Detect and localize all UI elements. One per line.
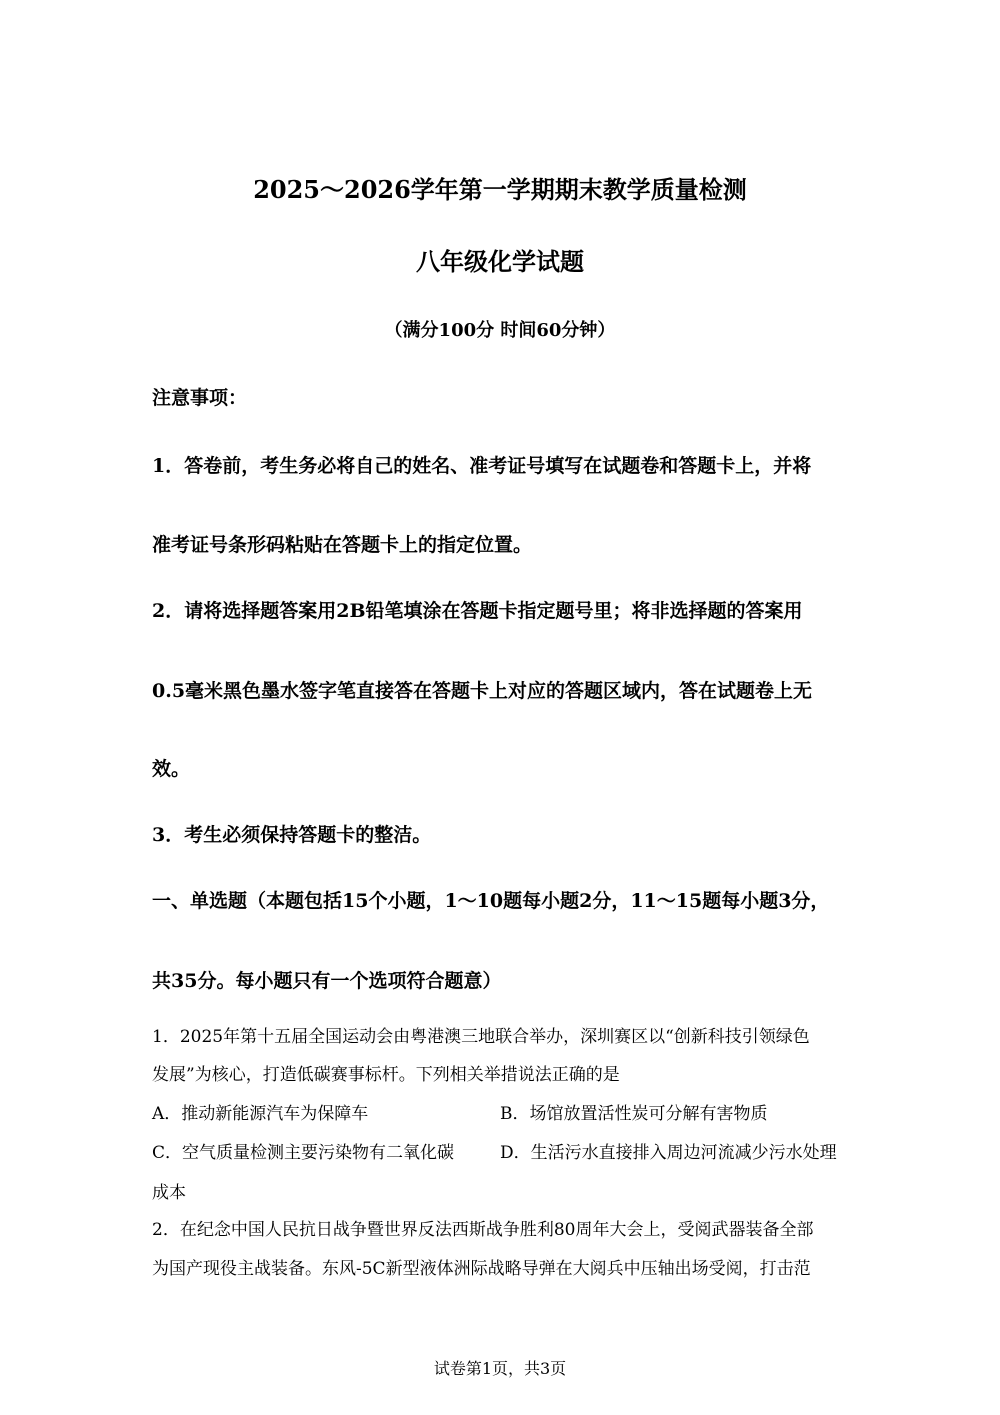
note-item-2-line-3: 效。 — [152, 758, 191, 780]
section-1-heading-line-1: 一、单选题（本题包括15个小题，1～10题每小题2分，11～15题每小题3分， — [152, 890, 830, 912]
question-1-option-b: B．场馆放置活性炭可分解有害物质 — [500, 1104, 768, 1124]
question-2-stem-line-2: 为国产现役主战装备。东风-5C新型液体洲际战略导弹在大阅兵中压轴出场受阅，打击范 — [152, 1259, 811, 1279]
note-item-3: 3．考生必须保持答题卡的整洁。 — [152, 824, 432, 846]
question-1-option-d: D．生活污水直接排入周边河流减少污水处理 — [500, 1143, 837, 1163]
question-1-option-d-continued: 成本 — [152, 1183, 186, 1203]
question-1-option-c: C．空气质量检测主要污染物有二氧化碳 — [152, 1143, 455, 1163]
question-1-option-a: A．推动新能源汽车为保障车 — [152, 1104, 369, 1124]
notes-heading: 注意事项： — [152, 387, 248, 409]
note-item-1-line-2: 准考证号条形码粘贴在答题卡上的指定位置。 — [152, 534, 533, 556]
note-item-2-line-1: 2．请将选择题答案用2B铅笔填涂在答题卡指定题号里；将非选择题的答案用 — [152, 600, 803, 622]
question-2-stem-line-1: 2．在纪念中国人民抗日战争暨世界反法西斯战争胜利80周年大会上，受阅武器装备全部 — [152, 1220, 814, 1240]
section-1-heading-line-2: 共35分。每小题只有一个选项符合题意） — [152, 970, 502, 992]
question-1-stem-line-1: 1．2025年第十五届全国运动会由粤港澳三地联合举办，深圳赛区以“创新科技引领绿色 — [152, 1027, 810, 1047]
exam-score-time: （满分100分 时间60分钟） — [384, 320, 616, 341]
note-item-1-line-1: 1．答卷前，考生务必将自己的姓名、准考证号填写在试题卷和答题卡上，并将 — [152, 455, 812, 477]
question-1-stem-line-2: 发展”为核心，打造低碳赛事标杆。下列相关举措说法正确的是 — [152, 1065, 620, 1085]
exam-subject-title: 八年级化学试题 — [416, 247, 584, 276]
note-item-2-line-2: 0.5毫米黑色墨水签字笔直接答在答题卡上对应的答题区域内，答在试题卷上无 — [152, 680, 813, 702]
page-footer: 试卷第1页，共3页 — [433, 1359, 567, 1378]
exam-title: 2025～2026学年第一学期期末教学质量检测 — [253, 175, 747, 204]
